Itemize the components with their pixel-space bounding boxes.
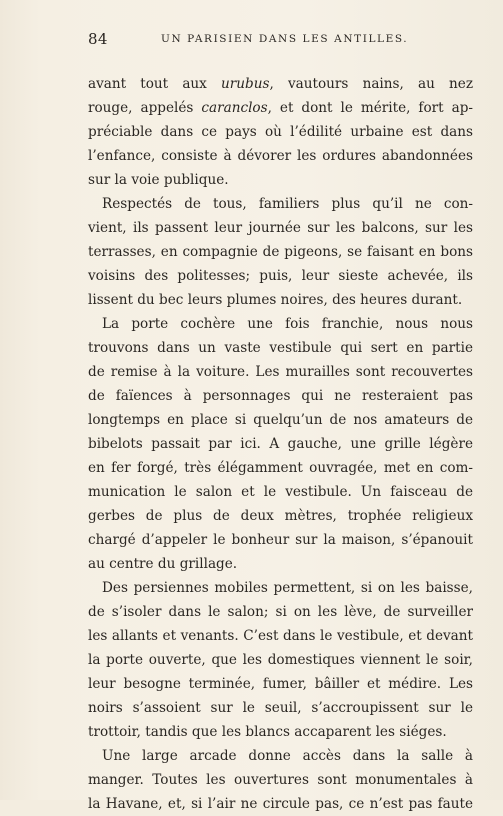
text-line: noirs s’assoient sur le seuil, s’accroupissent sur le: [88, 700, 473, 716]
text-line: en fer forgé, très élégamment ouvragée, met en com-: [88, 460, 473, 476]
text-line: au centre du grillage.: [88, 556, 238, 572]
text-line: vient, ils passent leur journée sur les balcons, sur les: [88, 220, 473, 236]
running-head: [88, 30, 473, 50]
text-line: manger. Toutes les ouvertures sont monumentales à: [88, 772, 473, 788]
text-line: la porte ouverte, que les domestiques viennent le soir,: [88, 652, 473, 668]
text-line: bibelots passait par ici. A gauche, une grille légère: [88, 436, 473, 452]
text-line: de faïences à personnages qui ne resteraient pas: [88, 388, 473, 404]
text-line: longtemps en place si quelqu’un de nos amateurs de: [88, 412, 473, 428]
text-line: voisins des politesses; puis, leur sieste achevée, ils: [88, 268, 473, 284]
text-line: sur la voie publique.: [88, 172, 229, 188]
body-text: [88, 72, 473, 816]
text-line: leur besogne terminée, fumer, bâiller et médire. Les: [88, 676, 473, 692]
text-line: terrasses, en compagnie de pigeons, se faisant en bons: [88, 244, 473, 260]
text-line: rouge, appelés caranclos, et dont le mérite, fort ap-: [88, 100, 473, 116]
text-line: les allants et venants. C’est dans le vestibule, et devant: [88, 628, 473, 644]
text-line: Une large arcade donne accès dans la salle à: [102, 748, 473, 764]
text-line: gerbes de plus de deux mètres, trophée religieux: [88, 508, 473, 524]
text-line: la Havane, et, si l’air ne circule pas, ce n’est pas faute: [88, 796, 473, 812]
text-line: Des persiennes mobiles permettent, si on les baisse,: [102, 580, 473, 596]
text-line: chargé d’appeler le bonheur sur la maison, s’épanouit: [88, 532, 473, 548]
text-line: préciable dans ce pays où l’édilité urbaine est dans: [88, 124, 473, 140]
text-line: lissent du bec leurs plumes noires, des heures durant.: [88, 292, 463, 308]
text-line: trouvons dans un vaste vestibule qui sert en partie: [88, 340, 473, 356]
text-line: de s’isoler dans le salon; si on les lève, de surveiller: [88, 604, 473, 620]
text-line: Respectés de tous, familiers plus qu’il ne con-: [102, 196, 473, 212]
text-line: de remise à la voiture. Les murailles sont recouvertes: [88, 364, 473, 380]
page-number: 84: [88, 30, 108, 48]
text-line: trottoir, tandis que les blancs accaparent les siéges.: [88, 724, 447, 740]
text-line: avant tout aux urubus, vautours nains, au nez: [88, 76, 473, 92]
text-line: l’enfance, consiste à dévorer les ordures abandonnées: [88, 148, 473, 164]
running-title: UN PARISIEN DANS LES ANTILLES.: [161, 33, 409, 45]
text-line: La porte cochère une fois franchie, nous nous: [102, 316, 473, 332]
text-line: munication le salon et le vestibule. Un faisceau de: [88, 484, 473, 500]
